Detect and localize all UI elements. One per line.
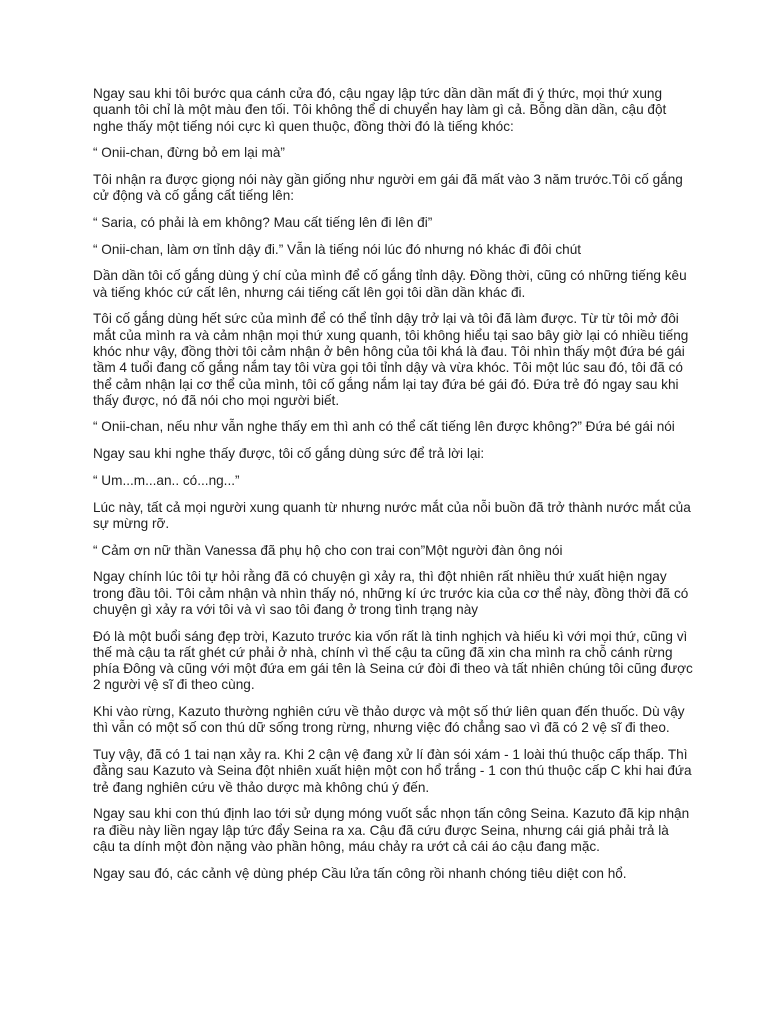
paragraph: “ Cảm ơn nữ thần Vanessa đã phụ hộ cho con trai con”Một người đàn ông nói <box>93 542 563 558</box>
paragraph: Ngay sau khi tôi bước qua cánh cửa đó, cậu ngay lập tức dần dần mất đi ý thức, mọi thứ xung quanh tôi chỉ là một màu đen tối. Tôi không thể di chuyển hay làm gì cả. Bỗng dần dần, cậu đột nghe thấy một tiếng nói cực kì quen thuộc, đồng thời đó là tiếng khóc: <box>93 86 667 134</box>
paragraph: Khi vào rừng, Kazuto thường nghiên cứu về thảo dược và một số thứ liên quan đến thuốc. Dù vậy thì vẫn có một số con thú dữ sống trong rừng, nhưng việc đó chẳng sao vì đã có 2 vệ sĩ đi theo. <box>93 704 685 736</box>
paragraph: Ngay sau khi con thú định lao tới sử dụng móng vuốt sắc nhọn tấn công Seina. Kazuto đã kịp nhận ra điều này liền ngay lập tức đẩy Seina ra xa. Cậu đã cứu được Seina, nhưng cái giá phải trả là cậu ta dính một đòn nặng vào phần hông, máu chảy ra ướt cả cái áo cậu đang mặc. <box>93 806 690 854</box>
paragraph: Ngay sau khi nghe thấy được, tôi cố gắng dùng sức để trả lời lại: <box>93 446 485 462</box>
paragraph: “ Onii-chan, nếu như vẫn nghe thấy em thì anh có thể cất tiếng lên được không?” Đứa bé gái nói <box>93 419 675 435</box>
paragraph: “ Saria, có phải là em không? Mau cất tiếng lên đi lên đi” <box>93 214 433 230</box>
paragraph: Đó là một buổi sáng đẹp trời, Kazuto trước kia vốn rất là tinh nghịch và hiếu kì với mọi thứ, cũng vì thế mà cậu ta rất ghét cứ phải ở nhà, chính vì thế cậu ta cũng đã xin cha mình ra chỗ cánh rừng phía Đông và cũng với một đứa em gái tên là Seina cứ đòi đi theo và tất nhiên chúng tôi cũng được 2 người vệ sĩ đi theo cùng. <box>93 628 693 693</box>
paragraph: Dần dần tôi cố gắng dùng ý chí của mình để cố gắng tỉnh dậy. Đồng thời, cũng có những tiếng kêu và tiếng khóc cứ cất lên, nhưng cái tiếng cất lên gọi tôi dần dần khác đi. <box>93 268 687 300</box>
paragraph: Tuy vậy, đã có 1 tai nạn xảy ra. Khi 2 cận vệ đang xử lí đàn sói xám - 1 loài thú thuộc cấp thấp. Thì đằng sau Kazuto và Seina đột nhiên xuất hiện một con hổ trắng - 1 con thú thuộc cấp C khi hai đứa trẻ đang nghiên cứu về thảo dược mà không chú ý đến. <box>93 747 692 795</box>
paragraph: Lúc này, tất cả mọi người xung quanh từ nhưng nước mắt của nỗi buồn đã trở thành nước mắt của sự mừng rỡ. <box>93 499 691 531</box>
paragraph: “ Onii-chan, đừng bỏ em lại mà” <box>93 145 285 161</box>
paragraph: “ Onii-chan, làm ơn tỉnh dậy đi.” Vẫn là tiếng nói lúc đó nhưng nó khác đi đôi chút <box>93 241 582 257</box>
paragraph: “ Um...m...an.. có...ng...” <box>93 472 240 488</box>
paragraph: Tôi nhận ra được giọng nói này gần giống như người em gái đã mất vào 3 năm trước.Tôi cố gắng cử động và cố gắng cất tiếng lên: <box>93 171 683 204</box>
document-page <box>93 86 693 892</box>
paragraph: Ngay sau đó, các cảnh vệ dùng phép Cầu lửa tấn công rồi nhanh chóng tiêu diệt con hổ. <box>93 865 627 881</box>
paragraph: Tôi cố gắng dùng hết sức của mình để có thể tỉnh dậy trở lại và tôi đã làm được. Từ từ tôi mở đôi mắt của mình ra và cảm nhận mọi thứ xung quanh, tôi không hiểu tại sao bây giờ lại có nhiều tiếng khóc như vậy, đồng thời tôi cảm nhận ở bên hông của tôi khá là đau. Tôi nhìn thấy một đứa bé gái tầm 4 tuổi đang cố gắng nắm tay tôi vừa gọi tôi tỉnh dậy và vừa khóc. Tôi một lúc sau đó, tôi đã có thể cảm nhận lại cơ thể của mình, tôi cố gắng nắm lại tay đứa bé gái đó. Đứa trẻ đó ngay sau khi thấy được, nó đã nói cho mọi người biết. <box>93 311 689 408</box>
paragraph: Ngay chính lúc tôi tự hỏi rằng đã có chuyện gì xảy ra, thì đột nhiên rất nhiều thứ xuất hiện ngay trong đầu tôi. Tôi cảm nhận và nhìn thấy nó, những kí ức trước kia của cơ thể này, đồng thời đã có chuyện gì xảy ra với tôi và vì sao tôi đang ở trong tình trạng này <box>93 569 689 617</box>
